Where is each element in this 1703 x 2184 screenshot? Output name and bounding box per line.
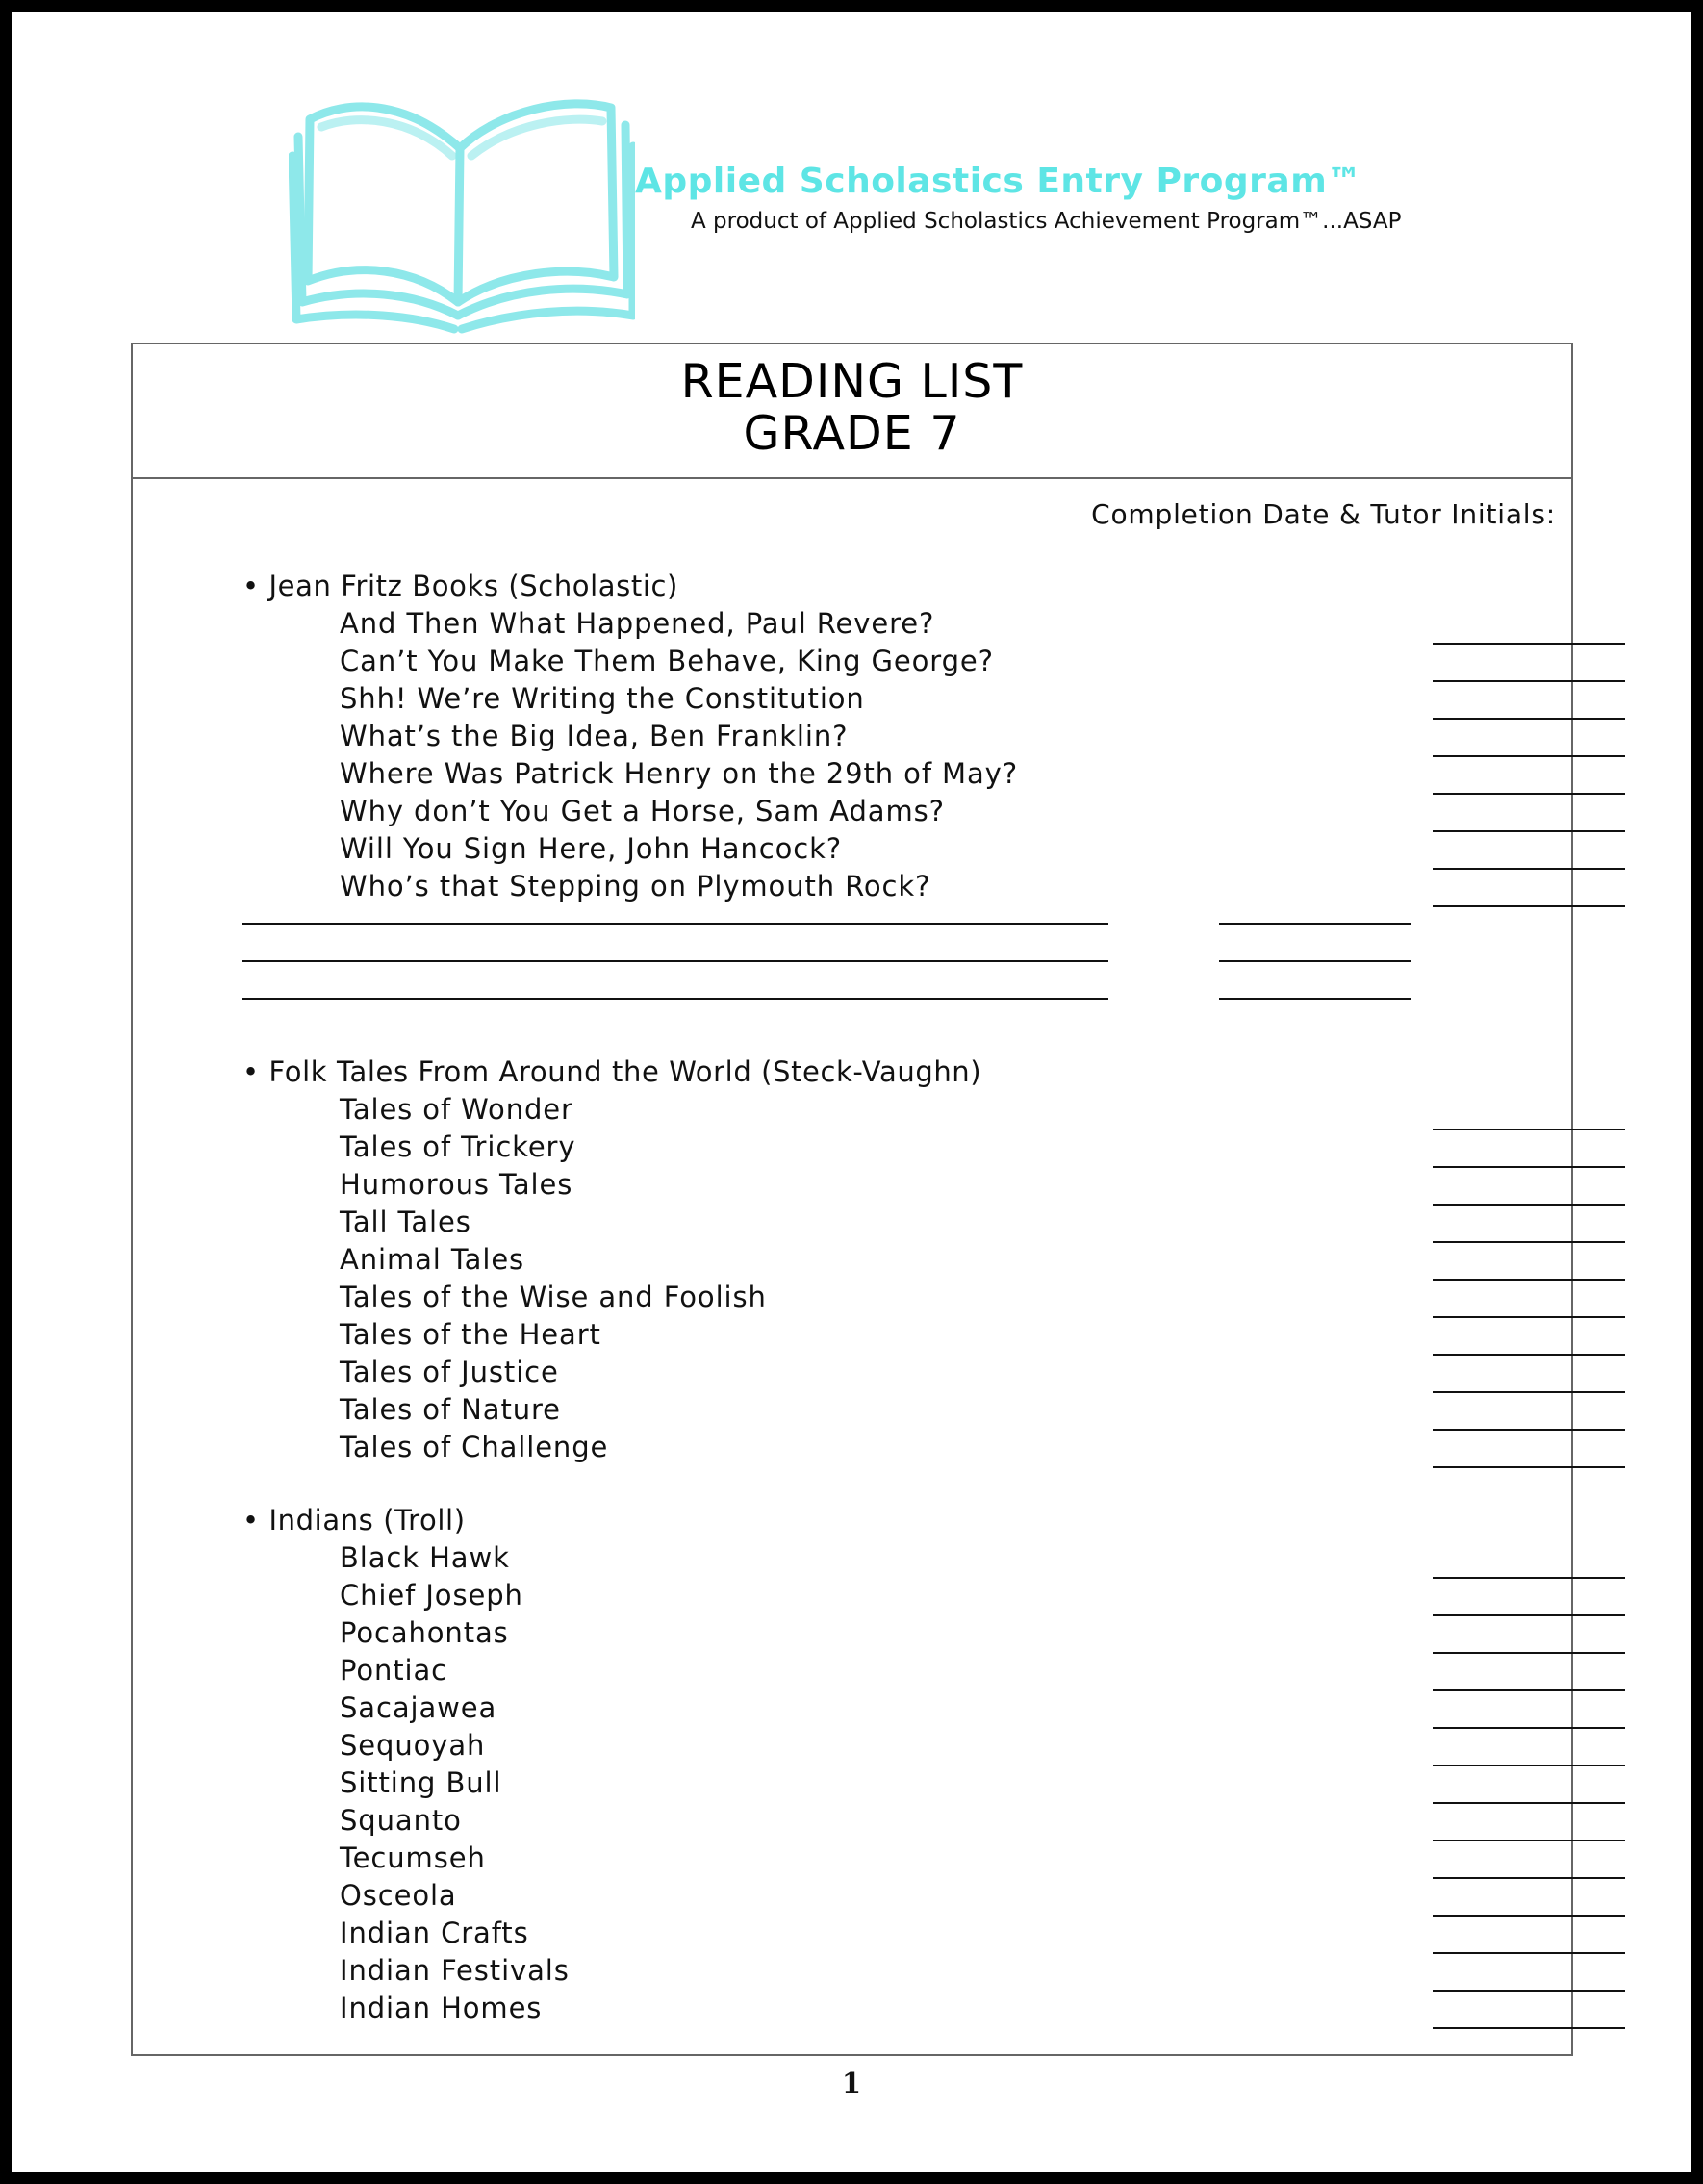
book-title: Humorous Tales xyxy=(340,1168,573,1201)
book-row xyxy=(340,1879,1495,1917)
book-title: Tales of the Heart xyxy=(340,1318,601,1351)
book-title: Indian Crafts xyxy=(340,1917,529,1949)
book-row xyxy=(340,1616,1495,1654)
book-row xyxy=(340,1318,1495,1356)
blank-title-line[interactable] xyxy=(242,998,1108,1000)
completion-label: Completion Date & Tutor Initials: xyxy=(1091,498,1556,530)
book-row xyxy=(340,682,1495,720)
book-title: Tecumseh xyxy=(340,1841,486,1874)
book-row xyxy=(340,1766,1495,1804)
book-row xyxy=(340,1243,1495,1281)
book-row xyxy=(340,720,1495,757)
book-title: Sequoyah xyxy=(340,1729,486,1762)
book-row xyxy=(340,832,1495,870)
book-title: Tales of Trickery xyxy=(340,1130,576,1163)
reading-list-frame xyxy=(131,343,1573,2056)
book-title: Why don’t You Get a Horse, Sam Adams? xyxy=(340,795,945,827)
completion-signature-line[interactable] xyxy=(1219,960,1411,962)
book-title: Tales of the Wise and Foolish xyxy=(340,1281,767,1313)
book-title: Sacajawea xyxy=(340,1691,497,1724)
book-title: Tales of Wonder xyxy=(340,1093,573,1126)
book-title: Squanto xyxy=(340,1804,462,1837)
reading-list xyxy=(133,344,1571,2054)
book-title: Indian Homes xyxy=(340,1992,543,2024)
book-title: Black Hawk xyxy=(340,1541,510,1574)
book-row xyxy=(340,1654,1495,1691)
section-header: • Jean Fritz Books (Scholastic) xyxy=(242,570,678,602)
book-row xyxy=(340,1917,1495,1954)
book-row xyxy=(340,795,1495,832)
book-row xyxy=(340,757,1495,795)
book-row xyxy=(340,1841,1495,1879)
section-header: • Indians (Troll) xyxy=(242,1504,466,1536)
book-row xyxy=(340,1393,1495,1431)
book-row xyxy=(340,870,1495,907)
book-row xyxy=(340,1992,1495,2029)
book-row xyxy=(340,1281,1495,1318)
completion-signature-line[interactable] xyxy=(1433,2027,1625,2029)
book-row xyxy=(340,1206,1495,1243)
program-subtitle: A product of Applied Scholastics Achievement Program™...ASAP xyxy=(691,209,1402,234)
grade-title: GRADE 7 xyxy=(743,406,961,461)
blank-title-line[interactable] xyxy=(242,923,1108,925)
page-number: 1 xyxy=(841,2067,862,2099)
book-title: Can’t You Make Them Behave, King George? xyxy=(340,645,994,677)
book-row xyxy=(340,1093,1495,1130)
book-title: Sitting Bull xyxy=(340,1766,502,1799)
book-title: Tall Tales xyxy=(340,1206,471,1238)
blank-title-line[interactable] xyxy=(242,960,1108,962)
blank-entry-row xyxy=(242,952,1418,962)
program-title: Applied Scholastics Entry Program™ xyxy=(635,162,1362,201)
completion-signature-line[interactable] xyxy=(1433,1466,1625,1468)
completion-signature-line[interactable] xyxy=(1219,998,1411,1000)
blank-entry-row xyxy=(242,990,1418,1000)
book-title: Animal Tales xyxy=(340,1243,525,1276)
book-row xyxy=(340,1541,1495,1579)
book-title: And Then What Happened, Paul Revere? xyxy=(340,607,935,640)
book-title: Pontiac xyxy=(340,1654,448,1687)
book-row xyxy=(340,1804,1495,1841)
completion-signature-line[interactable] xyxy=(1433,905,1625,907)
book-row xyxy=(340,1954,1495,1992)
book-title: What’s the Big Idea, Ben Franklin? xyxy=(340,720,849,752)
book-title: Shh! We’re Writing the Constitution xyxy=(340,682,865,715)
book-title: Where Was Patrick Henry on the 29th of May? xyxy=(340,757,1018,790)
book-row xyxy=(340,1691,1495,1729)
book-title: Tales of Justice xyxy=(340,1356,559,1388)
book-title: Osceola xyxy=(340,1879,457,1912)
book-row xyxy=(340,1130,1495,1168)
book-row xyxy=(340,1356,1495,1393)
completion-signature-line[interactable] xyxy=(1219,923,1411,925)
open-book-icon xyxy=(289,89,635,334)
blank-entry-row xyxy=(242,915,1418,925)
book-row xyxy=(340,1168,1495,1206)
book-title: Tales of Challenge xyxy=(340,1431,609,1463)
book-title: Who’s that Stepping on Plymouth Rock? xyxy=(340,870,931,902)
book-row xyxy=(340,1431,1495,1468)
book-title: Indian Festivals xyxy=(340,1954,570,1987)
book-title: Will You Sign Here, John Hancock? xyxy=(340,832,843,865)
book-title: Chief Joseph xyxy=(340,1579,523,1612)
book-title: Tales of Nature xyxy=(340,1393,561,1426)
book-row xyxy=(340,1579,1495,1616)
book-row xyxy=(340,607,1495,645)
section-header: • Folk Tales From Around the World (Steck-Vaughn) xyxy=(242,1055,982,1088)
book-row xyxy=(340,1729,1495,1766)
book-title: Pocahontas xyxy=(340,1616,509,1649)
page-title: READING LIST xyxy=(680,354,1024,409)
book-row xyxy=(340,645,1495,682)
